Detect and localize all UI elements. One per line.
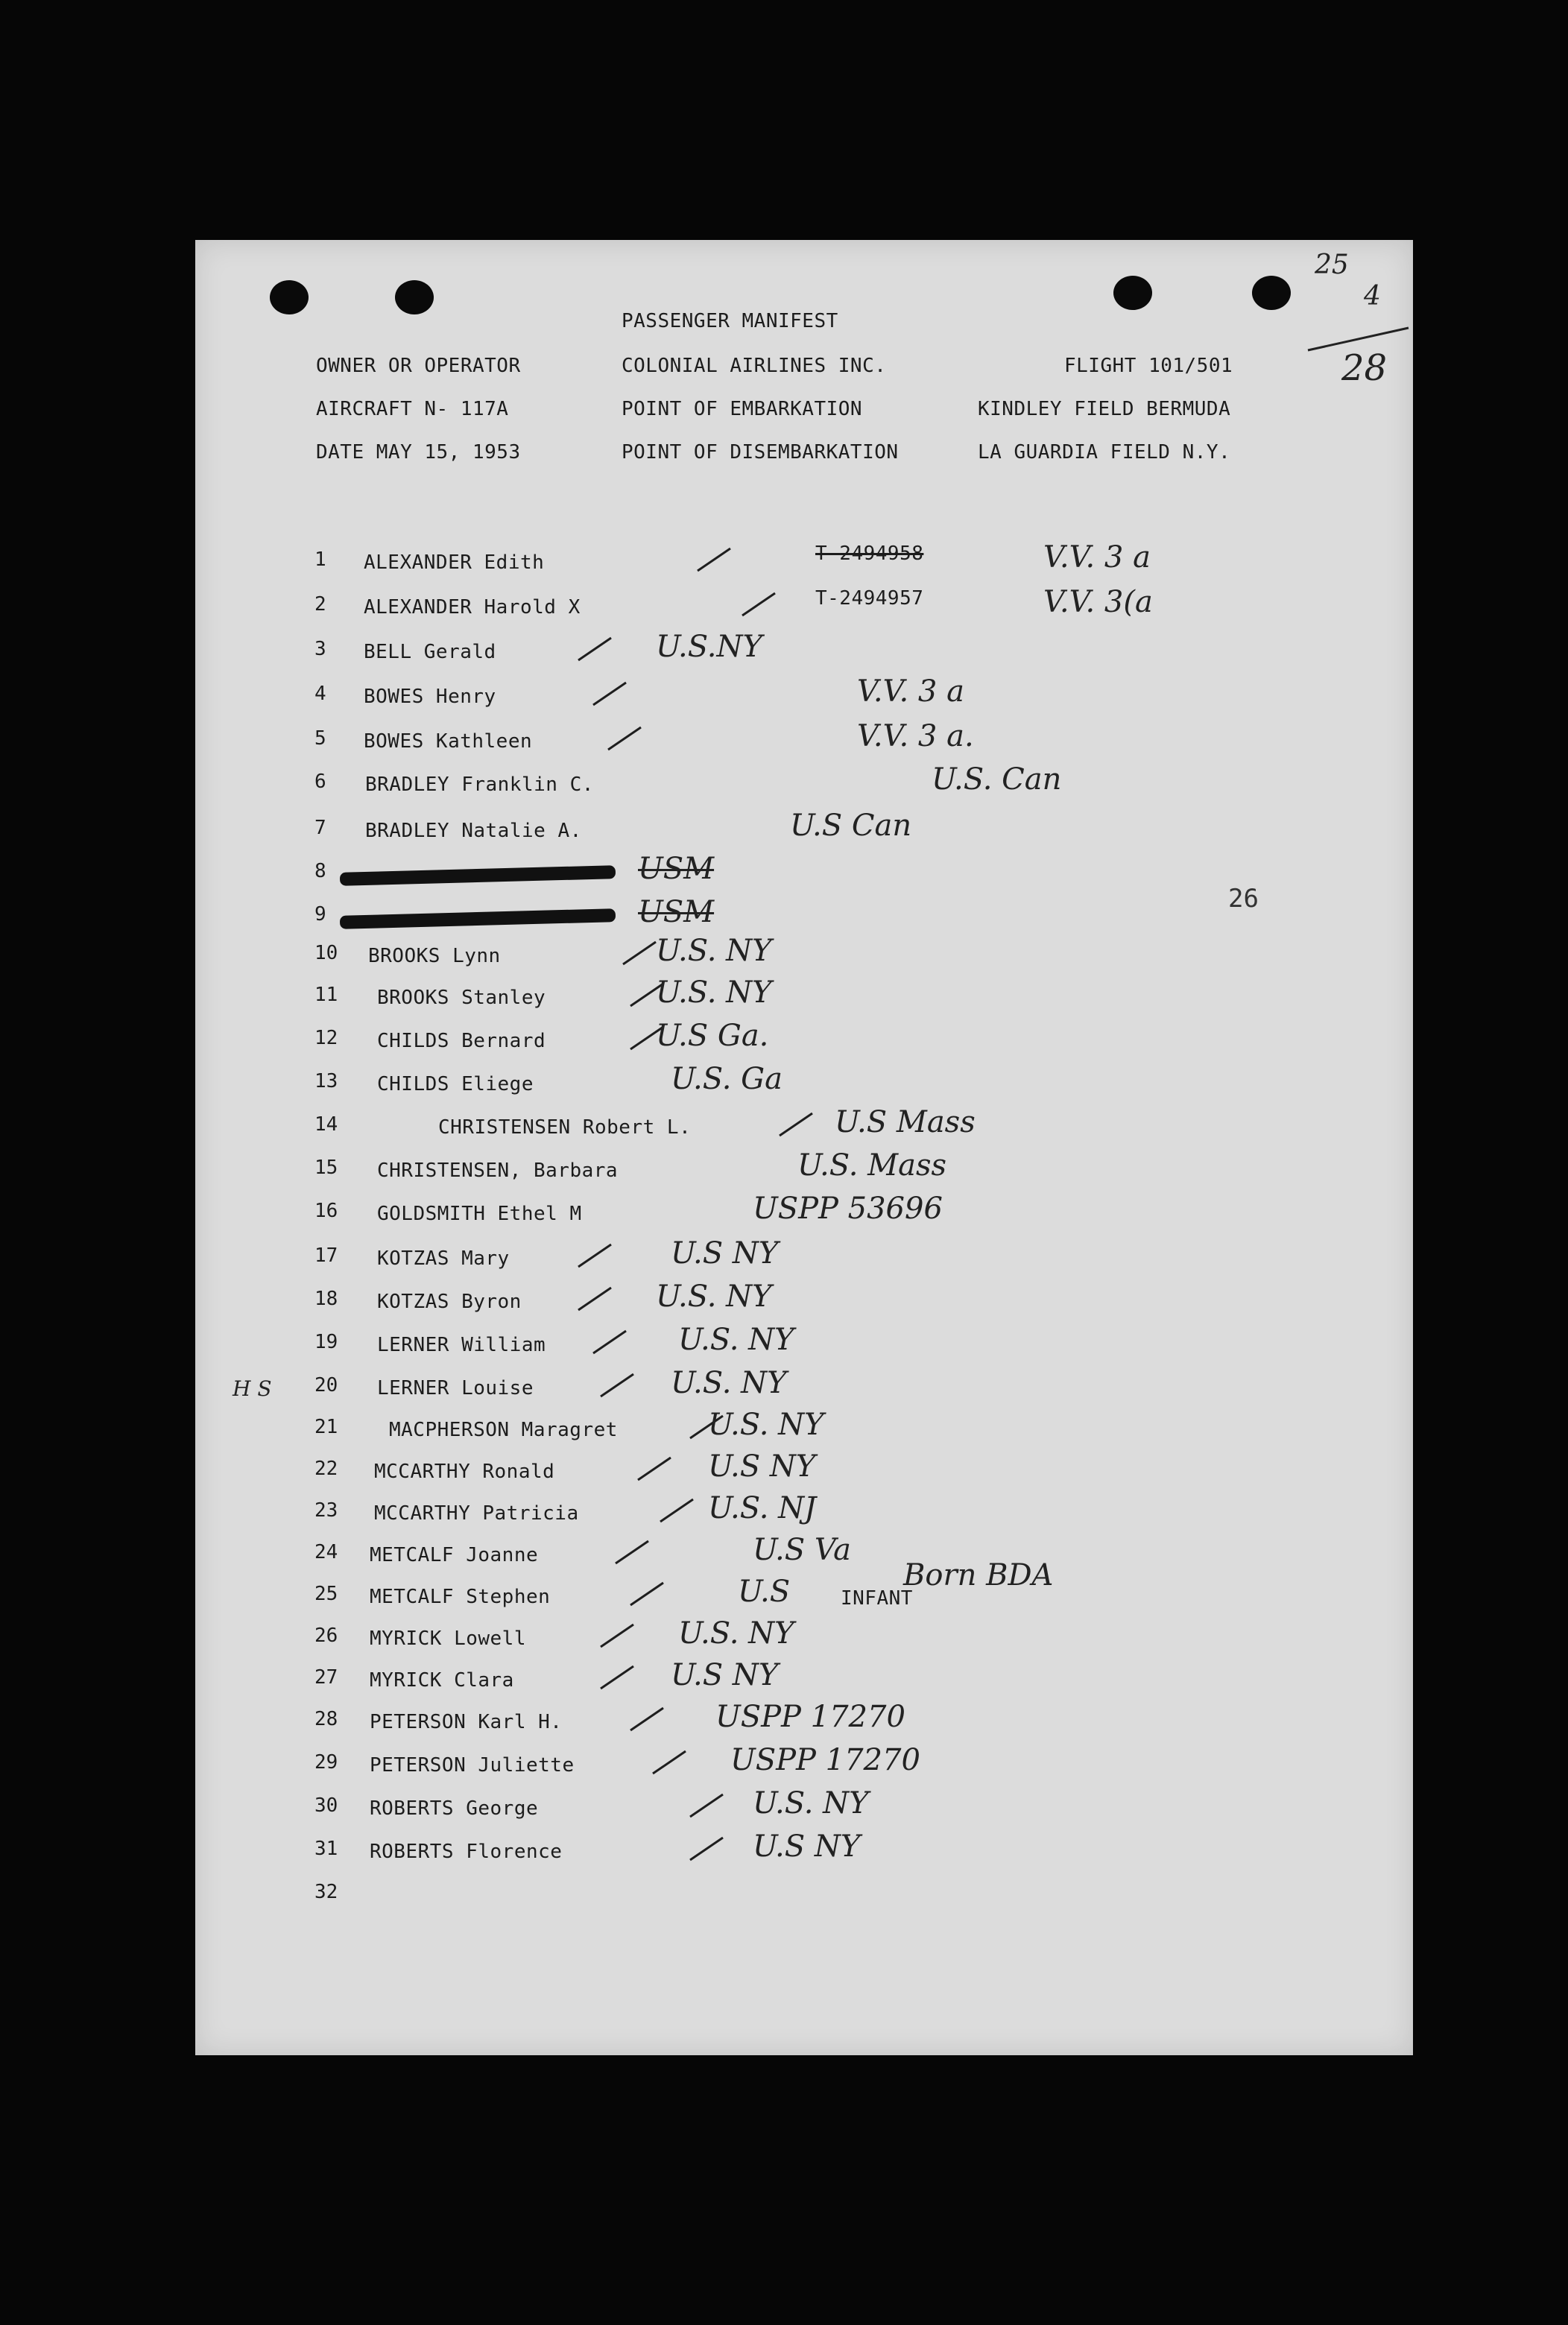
handwritten-note: U.S Can: [790, 809, 912, 843]
passenger-name: BRADLEY Natalie A.: [365, 820, 582, 842]
handwritten-note: U.S. NY: [656, 975, 772, 1010]
handwritten-note: U.S Va: [753, 1533, 851, 1567]
passenger-name: LERNER Louise: [377, 1377, 534, 1399]
row-number: 18: [314, 1288, 338, 1310]
check-mark: [633, 1450, 678, 1487]
handwritten-note: U.S.NY: [656, 630, 762, 664]
embarkation-value: KINDLEY FIELD BERMUDA: [978, 398, 1231, 420]
passenger-name: BOWES Henry: [364, 686, 496, 708]
passenger-name: MACPHERSON Maragret: [389, 1419, 618, 1441]
row-number: 10: [314, 942, 338, 964]
passenger-name: BRADLEY Franklin C.: [365, 774, 594, 796]
row-number: 26: [314, 1625, 338, 1647]
binder-hole: [1252, 276, 1291, 310]
handwritten-note: U.S. NY: [753, 1786, 869, 1821]
check-mark: [596, 1659, 641, 1696]
passenger-name: MYRICK Clara: [370, 1669, 514, 1692]
check-mark: [686, 1830, 730, 1867]
passenger-name: BROOKS Stanley: [377, 987, 546, 1009]
ticket-number: T-2494957: [815, 587, 924, 610]
passenger-name: MCCARTHY Patricia: [374, 1502, 579, 1525]
row-number: 14: [314, 1113, 338, 1136]
check-mark: [589, 675, 633, 712]
row-number: 12: [314, 1027, 338, 1049]
handwritten-note: U.S NY: [753, 1829, 861, 1864]
row-number: 29: [314, 1751, 338, 1774]
row-number: 23: [314, 1499, 338, 1522]
handwritten-note: U.S Ga.: [656, 1019, 769, 1053]
handwritten-note: U.S. Ga: [671, 1062, 783, 1096]
check-mark: [648, 1744, 693, 1781]
handwritten-note: U.S. NJ: [708, 1491, 817, 1525]
handwritten-note: USPP 53696: [753, 1192, 943, 1226]
passenger-name: KOTZAS Byron: [377, 1291, 522, 1313]
passenger-name: LERNER William: [377, 1334, 546, 1356]
infant-label: INFANT: [841, 1587, 913, 1610]
side-count: 26: [1228, 884, 1259, 914]
aircraft-label: AIRCRAFT N- 117A: [316, 398, 509, 420]
row-number: 11: [314, 984, 338, 1006]
passenger-name: BELL Gerald: [364, 641, 496, 663]
row-number: 15: [314, 1157, 338, 1179]
corner-divider-line: [1304, 313, 1416, 358]
row-number: 13: [314, 1070, 338, 1092]
margin-mark: H S: [233, 1376, 272, 1401]
passenger-name: PETERSON Juliette: [370, 1754, 575, 1777]
row-number: 28: [314, 1708, 338, 1730]
row-number: 9: [314, 903, 326, 926]
check-mark: [611, 1534, 656, 1571]
handwritten-note: V.V. 3(a: [1043, 585, 1153, 619]
owner-label: OWNER OR OPERATOR: [316, 355, 521, 377]
handwritten-note: U.S. NY: [656, 934, 772, 968]
handwritten-note: USM: [638, 895, 715, 929]
passenger-name: CHILDS Bernard: [377, 1030, 546, 1052]
passenger-name: METCALF Joanne: [370, 1544, 539, 1566]
handwritten-note: U.S. NY: [678, 1616, 794, 1651]
check-mark: [596, 1367, 641, 1404]
passenger-name: GOLDSMITH Ethel M: [377, 1203, 582, 1225]
handwritten-note: U.S. Can: [932, 762, 1062, 797]
row-number: 17: [314, 1244, 338, 1267]
check-mark: [604, 720, 648, 757]
passenger-name: PETERSON Karl H.: [370, 1711, 563, 1733]
corner-note-bottom: 28: [1341, 347, 1388, 389]
check-mark: [589, 1323, 633, 1361]
row-number: 3: [314, 638, 326, 660]
handwritten-note: U.S. NY: [708, 1408, 824, 1442]
handwritten-note: U.S Mass: [835, 1105, 976, 1139]
handwritten-note: USPP 17270: [730, 1743, 920, 1777]
binder-hole: [270, 280, 309, 314]
passenger-name: METCALF Stephen: [370, 1586, 551, 1608]
manifest-page: [195, 240, 1413, 2055]
passenger-name: MYRICK Lowell: [370, 1628, 526, 1650]
passenger-name: MCCARTHY Ronald: [374, 1461, 555, 1483]
ticket-number: T-2494958: [815, 542, 924, 565]
check-mark: [626, 1701, 671, 1738]
manifest-title: PASSENGER MANIFEST: [622, 310, 838, 332]
passenger-name: BOWES Kathleen: [364, 730, 533, 753]
row-number: 24: [314, 1541, 338, 1563]
row-number: 27: [314, 1666, 338, 1689]
handwritten-note: U.S. NY: [678, 1323, 794, 1357]
row-number: 5: [314, 727, 326, 750]
row-number: 30: [314, 1794, 338, 1817]
passenger-name: ROBERTS Florence: [370, 1841, 563, 1863]
check-mark: [775, 1106, 820, 1143]
handwritten-note: U.S NY: [708, 1449, 816, 1484]
passenger-name: ROBERTS George: [370, 1797, 539, 1820]
handwritten-note: V.V. 3 a.: [857, 719, 974, 753]
check-mark: [574, 1237, 619, 1274]
handwritten-note: USPP 17270: [715, 1700, 905, 1734]
flight-number: FLIGHT 101/501: [1064, 355, 1233, 377]
check-mark: [574, 1280, 619, 1318]
row-number: 19: [314, 1331, 338, 1353]
handwritten-note: V.V. 3 a: [1043, 540, 1151, 575]
disembarkation-label: POINT OF DISEMBARKATION: [622, 441, 899, 464]
row-number: 16: [314, 1200, 338, 1222]
handwritten-note: U.S NY: [671, 1236, 779, 1271]
embarkation-label: POINT OF EMBARKATION: [622, 398, 863, 420]
passenger-name: ALEXANDER Edith: [364, 551, 545, 574]
passenger-name: BROOKS Lynn: [368, 945, 501, 967]
handwritten-note: U.S. NY: [656, 1279, 772, 1314]
row-number: 8: [314, 860, 326, 882]
binder-hole: [395, 280, 434, 314]
birthplace-note: Born BDA: [903, 1558, 1054, 1592]
passenger-name: CHILDS Eliege: [377, 1073, 534, 1095]
row-number: 22: [314, 1458, 338, 1480]
row-number: 32: [314, 1881, 338, 1903]
passenger-name: CHRISTENSEN Robert L.: [438, 1116, 692, 1139]
passenger-name: CHRISTENSEN, Barbara: [377, 1160, 619, 1182]
passenger-name: KOTZAS Mary: [377, 1247, 510, 1270]
row-number: 31: [314, 1838, 338, 1860]
check-mark: [686, 1787, 730, 1824]
check-mark: [656, 1492, 701, 1529]
row-number: 7: [314, 817, 326, 839]
corner-note-mid: 4: [1364, 281, 1381, 311]
check-mark: [693, 541, 738, 578]
handwritten-note: U.S. NY: [671, 1366, 787, 1400]
row-number: 20: [314, 1374, 338, 1396]
row-number: 1: [314, 548, 326, 571]
handwritten-note: U.S: [738, 1575, 791, 1609]
corner-note-top: 25: [1315, 250, 1349, 280]
handwritten-note: U.S NY: [671, 1658, 779, 1692]
owner-value: COLONIAL AIRLINES INC.: [622, 355, 887, 377]
row-number: 2: [314, 593, 326, 616]
binder-hole: [1113, 276, 1152, 310]
row-number: 25: [314, 1583, 338, 1605]
check-mark: [574, 630, 619, 668]
handwritten-note: U.S. Mass: [797, 1148, 947, 1183]
passenger-name: ALEXANDER Harold X: [364, 596, 581, 619]
row-number: 4: [314, 683, 326, 705]
check-mark: [596, 1617, 641, 1654]
check-mark: [626, 1575, 671, 1613]
row-number: 6: [314, 771, 326, 793]
check-mark: [738, 586, 783, 623]
row-number: 21: [314, 1416, 338, 1438]
handwritten-note: V.V. 3 a: [857, 674, 964, 709]
handwritten-note: USM: [638, 852, 715, 886]
date-label: DATE MAY 15, 1953: [316, 441, 521, 464]
disembarkation-value: LA GUARDIA FIELD N.Y.: [978, 441, 1231, 464]
